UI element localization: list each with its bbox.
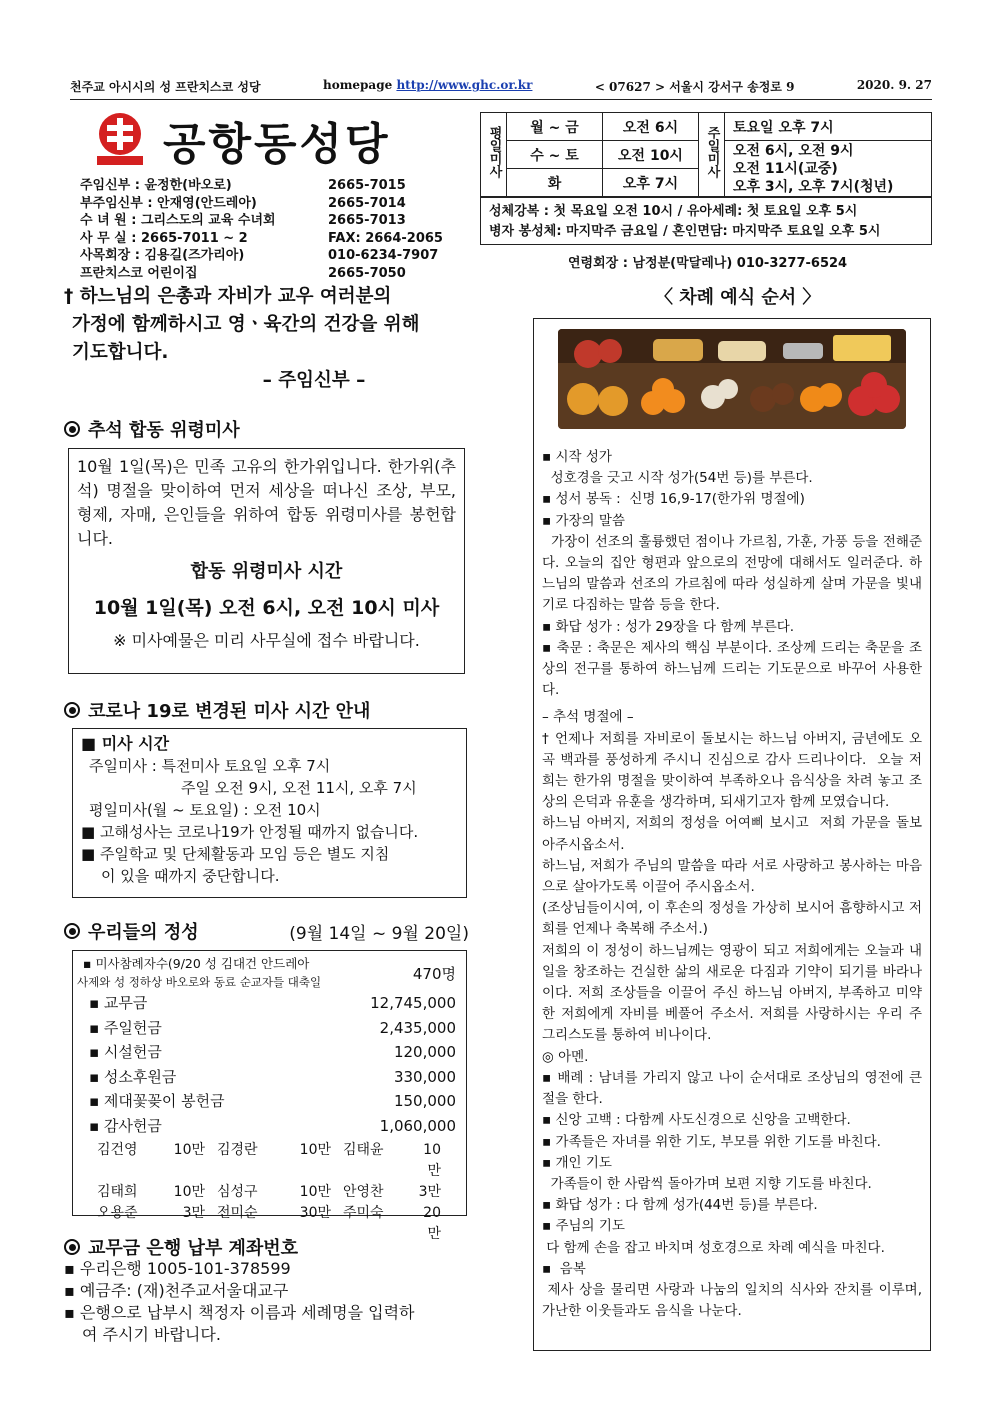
homepage-link[interactable]: http://www.ghc.or.kr (396, 78, 533, 92)
offering-value: 2,435,000 (379, 1018, 456, 1037)
offering-label: ▪ 제대꽃꽂이 봉헌금 (89, 1092, 225, 1110)
donor-amount: 10만 (173, 1142, 205, 1158)
rite-line: ▪ 가족들은 자녀를 위한 기도, 부모를 위한 기도를 바친다. (542, 1133, 881, 1150)
sunday-times: 오전 6시, 오전 9시 오전 11시(교중) 오후 3시, 오후 7시(청년) (725, 141, 932, 197)
sacraments-line-2: 병자 봉성체: 마지막주 금요일 / 혼인면담: 마지막주 토요일 오후 5시 (489, 224, 881, 239)
offering-label: ▪ 감사헌금 (89, 1116, 162, 1135)
rite-line: ▪ 개인 기도 (542, 1154, 612, 1171)
offering-row (83, 1065, 456, 1090)
chuseok-box (68, 448, 465, 674)
rite-line: – 추석 명절에 – (542, 709, 634, 726)
staff-row (80, 230, 443, 248)
weekday-time-1: 오전 6시 (603, 113, 699, 141)
staff-row (80, 177, 443, 195)
weekday-mass-label: 평일미사 (481, 113, 507, 197)
donor-amount: 10만 (299, 1184, 331, 1200)
rite-line: ▪ 가장의 말씀 (542, 512, 625, 529)
homepage-label: homepage (322, 78, 393, 92)
bank-heading: 교무금 은행 납부 계좌번호 (64, 1234, 298, 1260)
staff-role: 수 녀 원 : 그리스도의 교육 수녀회 (80, 213, 276, 228)
staff-phone: 2665-7013 (328, 213, 406, 228)
donor-row (83, 1140, 456, 1182)
bank-holder: ▪ 예금주: (재)천주교서울대교구 (64, 1281, 289, 1300)
staff-role: 프란치스코 어린이집 (80, 265, 198, 281)
rite-line: ▪ 화답 성가 : 성가 29장을 다 함께 부른다. (542, 618, 795, 635)
rite-line: ▪ 음복 (542, 1260, 586, 1277)
corona-subheading: ■ 미사 시간 (81, 734, 170, 753)
rite-line: ▪ 신앙 고백 : 다함께 사도신경으로 신앙을 고백한다. (542, 1112, 851, 1129)
bank-note-2: 여 주시기 바랍니다. (82, 1325, 221, 1344)
offering-row (83, 1040, 456, 1065)
rite-line: (조상님들이시여, 이 후손의 정성을 가상히 보시어 흠향하시고 저희를 언제나 축복해 주소서.) (542, 900, 922, 938)
staff-row (80, 195, 443, 213)
staff-phone: 010-6234-7907 (328, 248, 439, 263)
offering-period: (9월 14일 ~ 9월 20일) (289, 923, 469, 944)
ancestral-table-image (558, 329, 906, 429)
donor-name: 안영찬 (343, 1184, 384, 1200)
rite-line: ▪ 축문 : 축문은 제사의 핵심 부분이다. 조상께 드리는 축문을 조상의 전구를 통하여 하느님께 드리는 기도문으로 바꾸어 사용한다. (542, 639, 922, 699)
offering-row (83, 991, 456, 1016)
mass-schedule (480, 112, 932, 197)
chuseok-time-title: 합동 위령미사 시간 (190, 561, 343, 582)
masthead-rule (70, 99, 932, 100)
rite-box (533, 318, 931, 1351)
weekday-day-1: 월 ~ 금 (507, 113, 603, 141)
rite-line: ▪ 성서 봉독 : 신명 16,9-17(한가위 명절에) (542, 491, 805, 508)
donor-name: 김태윤 (343, 1142, 384, 1158)
staff-role: 사목회장 : 김용길(즈가리아) (80, 248, 245, 263)
rite-line: † 언제나 저희를 자비로이 돌보시는 하느님 아버지, 금년에도 오곡 백과를 풍성하게 주시니 진심으로 감사 드리나이다. 오늘 저희는 한가위 명절을 맞이하여 부족하오나 음식상을 차려 놓고 조상의 은덕과 유훈을 생각하며, 되새기고자 함께 모였습니다. (542, 730, 922, 811)
sacraments-line-1: 성체강복 : 첫 목요일 오전 10시 / 유아세례: 첫 토요일 오후 5시 (489, 204, 858, 219)
attendance-label: ▪ 미사참례자수(9/20 성 김대건 안드레아 (83, 956, 310, 971)
rite-line: ▪ 시작 성가 (542, 449, 612, 465)
rite-line: ▪ 배례 : 남녀를 가리지 않고 나이 순서대로 조상님의 영전에 큰절을 한다. (542, 1069, 922, 1108)
staff-list (80, 177, 443, 282)
offering-heading: 우리들의 정성 (9월 14일 ~ 9월 20일) (64, 918, 469, 944)
weekday-day-3: 화 (507, 169, 603, 197)
parish-name: 천주교 아시시의 성 프란치스코 성당 (70, 80, 261, 94)
corona-heading: 코로나 19로 변경된 미사 시간 안내 (64, 697, 370, 723)
rite-line: ◎ 아멘. (542, 1048, 589, 1065)
rite-line: 가장이 선조의 훌륭했던 점이나 가르침, 가훈, 가풍 등을 전해준다. 오늘의 집안 형편과 앞으로의 전망에 대해서도 일러준다. 하느님의 말씀과 선조의 가르침에 따라 성실하게 살며 가문을 빛내기로 다짐하는 말씀 등을 한다. (542, 533, 922, 614)
chuseok-heading: 추석 합동 위령미사 (64, 416, 240, 442)
weekday-time-2: 오전 10시 (603, 141, 699, 169)
donor-name: 주미숙 (343, 1205, 384, 1221)
offering-label: ▪ 교무금 (89, 994, 148, 1012)
offering-label: ▪ 주일헌금 (89, 1018, 162, 1037)
donor-amount: 10만 (423, 1142, 441, 1179)
donor-amount: 20만 (423, 1205, 441, 1242)
offering-value: 150,000 (393, 1092, 456, 1110)
chuseok-time: 10월 1일(목) 오전 6시, 오전 10시 미사 (93, 597, 440, 619)
offering-label: ▪ 성소후원금 (89, 1067, 177, 1086)
bank-account: ▪ 우리은행 1005-101-378599 (64, 1259, 291, 1278)
rite-line: ▪ 화답 성가 : 다 함께 성가(44번 등)를 부른다. (542, 1197, 818, 1214)
offering-label: ▪ 시설헌금 (89, 1043, 162, 1061)
donor-amount: 10만 (299, 1142, 331, 1158)
offering-box (72, 950, 467, 1242)
address: < 07627 > 서울시 강서구 송정로 9 (594, 80, 795, 94)
staff-role: 부주임신부 : 안재영(안드레아) (80, 195, 257, 211)
staff-row (80, 212, 443, 230)
sacraments-box (480, 197, 932, 245)
staff-row (80, 265, 443, 283)
sunday-mass-label: 주일미사 (699, 113, 725, 197)
rite-line: 제사 상을 물리면 사랑과 나눔의 일치의 식사와 잔치를 이루며, 가난한 이웃들과도 음식을 나눈다. (542, 1281, 927, 1320)
offering-value: 120,000 (393, 1043, 456, 1061)
rite-line: 저희의 이 정성이 하느님께는 영광이 되고 저희에게는 오늘과 내일을 창조하는 건실한 삶의 새로운 다짐과 기약이 되기를 바라나이다. 저희 조상들을 이끌어 주신 하느님 아버지, 부족하고 미약한 저희에게 자비를 베풀어 주소서. 저희를 사랑하시는 우리 주 그리스도를 통하여 비나이다. (542, 942, 927, 1044)
donor-amount: 3만 (418, 1184, 441, 1200)
rite-title: 〈 차례 예식 순서 〉 (655, 287, 821, 308)
chuseok-body: 10월 1일(목)은 민족 고유의 한가위입니다. 한가위(추석) 명절을 맞이하여 먼저 세상을 떠나신 조상, 부모, 형제, 자매, 은인들을 위하여 합동 위령미사를 봉헌합니다. (77, 457, 456, 548)
bank-info (64, 1258, 414, 1346)
weekday-time-3: 오후 7시 (603, 169, 699, 197)
bank-note-1: ▪ 은행으로 납부시 책정자 이름과 세례명을 입력하 (64, 1303, 415, 1322)
staff-phone: FAX: 2664-2065 (328, 230, 443, 246)
sunday-time-1: 토요일 오후 7시 (725, 113, 932, 141)
parish-logo-icon (95, 112, 145, 166)
staff-role: 주임신부 : 윤정한(바오로) (80, 178, 232, 193)
corona-box: ■ 미사 시간 주일미사 : 특전미사 토요일 오후 7시 주일 오전 9시, 오전 11시, 오후 7시 평일미사(월 ~ 토요일) : 오전 10시 ■ 고해성사는 코로나19가 안정될 때까지 없습니다. ■ 주일학교 및 단체활동과 모임 등은 별도 지침 이 있을 때까지 중단합니다. (72, 728, 467, 898)
rite-line: 가족들이 한 사람씩 돌아가며 보편 지향 기도를 바친다. (542, 1175, 872, 1192)
attendance-label-2: 사제와 성 정하상 바오로와 동료 순교자들 대축일 (77, 975, 322, 989)
rite-line: 다 함께 손을 잡고 바치며 성호경으로 차례 예식을 마친다. (542, 1239, 885, 1256)
offering-value: 1,060,000 (379, 1116, 456, 1135)
association-contact: 연령회장 : 남정분(막달레나) 010-3277-6524 (568, 256, 848, 271)
donor-amount: 10만 (173, 1184, 205, 1200)
donor-name: 전미순 (217, 1205, 258, 1221)
rite-line: ▪ 주님의 기도 (542, 1218, 625, 1235)
rite-line: 하느님, 저희가 주님의 말씀을 따라 서로 사랑하고 봉사하는 마음으로 살아가도록 이끌어 주시옵소서. (542, 857, 922, 896)
offering-row (83, 1089, 456, 1114)
issue-date: 2020. 9. 27 (856, 78, 932, 92)
greeting: † 하느님의 은총과 자비가 교우 여러분의 가정에 함께하시고 영ㆍ육간의 건강을 위해 기도합니다. – 주임신부 – (64, 283, 484, 395)
section-bullet-icon (64, 702, 80, 718)
rite-line: 성호경을 긋고 시작 성가(54번 등)를 부른다. (542, 470, 813, 487)
donor-name: 김건영 (97, 1142, 138, 1158)
donor-amount: 30만 (299, 1205, 331, 1221)
donor-amount: 3만 (182, 1205, 205, 1221)
offering-row (83, 1114, 456, 1139)
attendance-value: 470명 (412, 964, 456, 983)
staff-role: 사 무 실 : 2665-7011 ~ 2 (80, 230, 248, 246)
donor-row (83, 1182, 456, 1203)
donor-name: 김경란 (217, 1142, 258, 1158)
section-bullet-icon (64, 421, 80, 437)
donor-name: 오용준 (97, 1205, 138, 1221)
donor-name: 심성구 (217, 1184, 258, 1200)
offering-row (83, 1016, 456, 1041)
page-title: 공항동성당 (163, 119, 391, 170)
chuseok-note: ※ 미사예물은 미리 사무실에 접수 바랍니다. (113, 631, 420, 650)
offering-value: 12,745,000 (370, 994, 456, 1012)
greeting-signature: – 주임신부 – (262, 370, 366, 391)
staff-phone: 2665-7050 (328, 265, 406, 281)
donor-name: 김태희 (97, 1184, 138, 1200)
section-bullet-icon (64, 1239, 80, 1255)
staff-phone: 2665-7014 (328, 195, 406, 211)
weekday-day-2: 수 ~ 토 (507, 141, 603, 169)
staff-row (80, 247, 443, 265)
rite-line: 하느님 아버지, 저희의 정성을 어여삐 보시고 저희 가문을 돌보아주시옵소서. (542, 815, 922, 853)
staff-phone: 2665-7015 (328, 178, 406, 193)
section-bullet-icon (64, 923, 80, 939)
masthead-line (70, 78, 932, 95)
offering-value: 330,000 (393, 1067, 456, 1086)
